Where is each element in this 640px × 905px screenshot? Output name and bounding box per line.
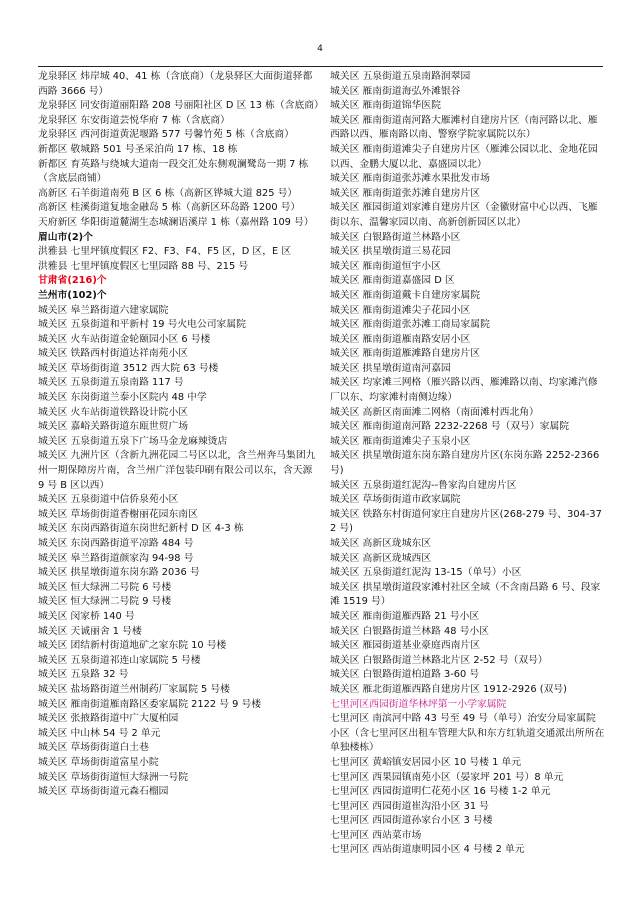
address-entry: 城关区 雁南街道南河路 2232-2268 号（双号）家属院 [330, 421, 570, 433]
address-entry: 城关区 闵家桥 140 号 [38, 610, 135, 622]
address-entry: 城关区 白银路街道柏道路 3-60 号 [330, 669, 480, 681]
address-entry: 城关区 五泉街道和平新村 19 号火电公司家属院 [38, 319, 246, 331]
page-number: 4 [317, 44, 323, 54]
address-entry: 城关区 均家滩三网格（雁兴路以西、雁滩路以南、均家滩汽修厂以东、均家滩村南侧边缘） [330, 377, 598, 404]
address-entry: 高新区 桂溪街道复地金融岛 5 栋（高新区环岛路 1200 号） [38, 202, 301, 214]
address-entry: 城关区 雁南街道嘉盛园 D 区 [330, 275, 455, 287]
address-entry: 城关区 雁南街道雁滩路自建房片区 [330, 348, 481, 360]
section-heading: 七里河区西园街道华林坪第一小学家属院 [330, 698, 507, 710]
address-entry: 龙泉驿区 同安街道丽阳路 208 号丽阳社区 D 区 13 栋（含底商） [38, 100, 324, 112]
address-entry: 城关区 拱星墩街道东岗东路自建房片区(东岗东路 2252-2366 号) [330, 450, 600, 477]
address-entry: 城关区 五泉街道五泉南路 117 号 [38, 377, 184, 389]
address-entry: 七里河区 西站街道康明园小区 4 号楼 2 单元 [330, 844, 525, 856]
address-entry: 城关区 天诚丽舍 1 号楼 [38, 625, 142, 637]
address-entry: 城关区 高新区珑城东区 [330, 538, 432, 549]
address-entry: 城关区 东岗西路街道平凉路 484 号 [38, 538, 194, 549]
address-entry: 城关区 五泉街道五泉下广场马金龙麻辣烫店 [38, 435, 228, 447]
address-entry: 城关区 雁南街道恒宇小区 [330, 260, 441, 272]
address-entry: 城关区 恒大绿洲二号院 9 号楼 [38, 596, 172, 608]
address-entry: 城关区 雁南街道滩尖子自建房片区（雁滩公园以北、金地花园以西、金鹏大厦以北、嘉盛园以北） [330, 143, 598, 170]
address-entry: 高新区 石羊街道南苑 B 区 6 栋（高新区铧城大道 825 号） [38, 187, 298, 199]
address-entry: 城关区 雁南街道滩尖子玉泉小区 [330, 435, 471, 447]
address-entry: 城关区 雁南街道雁南路安居小区 [330, 333, 471, 345]
address-entry: 七里河区 西站菜市场 [330, 829, 422, 841]
address-entry: 城关区 草场街街道元森石榴园 [38, 786, 169, 798]
address-entry: 城关区 中山林 54 号 2 单元 [38, 727, 161, 739]
address-entry: 城关区 拱星墩街道东岗东路 2036 号 [38, 567, 200, 579]
address-entry: 城关区 雁园街道刘家滩自建房片区（金徽财富中心以西、飞雁街以东、温馨家园以南、高新创新园区以北） [330, 202, 598, 228]
address-entry: 城关区 雁南街道雁南路区委家属院 2122 号 9 号楼 [38, 698, 262, 710]
address-entry: 城关区 雁南街道锦华医院 [330, 100, 441, 112]
address-entry: 城关区 高新区南面滩二网格（南面滩村西北角） [330, 406, 539, 418]
address-entry: 城关区 草场街街道白土巷 [38, 742, 149, 754]
address-entry: 城关区 火车站街道铁路设计院小区 [38, 406, 189, 418]
address-entry: 城关区 草场街街道香榭丽花园东南区 [38, 508, 198, 520]
address-entry: 城关区 张掖路街道中广大厦柏园 [38, 713, 179, 725]
address-entry: 龙泉驿区 西河街道黄泥堰路 577 号馨竹苑 5 栋（含底商） [38, 129, 295, 141]
address-entry: 城关区 草场街街道 3512 西大院 63 号楼 [38, 362, 219, 374]
address-entry: 城关区 嘉峪关路街道东瓯世贸广场 [38, 421, 189, 433]
address-entry: 城关区 五泉街道红泥沟--鲁家沟自建房片区 [330, 479, 517, 491]
address-entry: 七里河区 西园街道孙家台小区 3 号楼 [330, 815, 493, 827]
address-entry: 城关区 草场街街道富星小院 [38, 756, 159, 768]
address-entry: 城关区 五泉街道五泉南路润翠园 [330, 71, 471, 82]
section-heading: 兰州市(102)个 [38, 289, 107, 301]
address-entry: 新都区 敬城路 501 号圣采泊尚 17 栋、18 栋 [38, 143, 238, 155]
right-column [330, 70, 605, 858]
address-entry: 天府新区 华阳街道麓湖生态城澜语溪岸 1 栋（嘉州路 109 号） [38, 216, 314, 228]
address-entry: 城关区 五泉街道红泥沟 13-15（单号）小区 [330, 567, 522, 579]
address-entry: 城关区 九洲片区（含新九洲花园二号区以北，含兰州奔马集团九州一期保障房片南，含兰州广洋包装印刷有限公司以东，含天源 9 号 B 区以西） [38, 450, 316, 491]
address-entry: 洪雅县 七里坪镇度假区七里园路 88 号、215 号 [38, 260, 249, 272]
address-entry: 七里河区 南滨河中路 43 号至 49 号（单号）治安分局家属院小区（含七里河区出租车管理大队和东方红轨道交通派出所所在单独楼栋） [330, 713, 605, 754]
address-entry: 城关区 白银路街道兰林路小区 [330, 231, 461, 243]
address-entry: 城关区 雁南街道张苏滩自建房片区 [330, 187, 481, 199]
address-entry: 城关区 雁南街道张苏滩工商局家属院 [330, 319, 490, 331]
address-entry: 城关区 盐场路街道兰州制药厂家属院 5 号楼 [38, 683, 230, 695]
address-entry: 城关区 雁南街道南河路大雁滩村自建房片区（南河路以北、雁西路以西、雁南路以南、警察学院家属院以东） [330, 114, 598, 141]
address-entry: 城关区 火车站街道金轮颐园小区 6 号楼 [38, 333, 211, 345]
left-column [38, 70, 324, 800]
address-entry: 城关区 东岗街道兰泰小区院内 48 中学 [38, 392, 207, 404]
address-entry: 城关区 皋兰路街道颜家沟 94-98 号 [38, 552, 194, 564]
address-entry: 城关区 雁南街道戴卡自建房家属院 [330, 289, 481, 301]
section-heading: 眉山市(2)个 [38, 231, 93, 243]
address-entry: 城关区 雁北街道雁西路自建房片区 1912-2926 (双号) [330, 683, 567, 695]
address-entry: 城关区 草场街街道恒大绿洲一号院 [38, 771, 189, 783]
address-entry: 城关区 雁南街道雁西路 21 号小区 [330, 610, 480, 622]
address-entry: 新都区 育英路与绕城大道南一段交汇处东侧观澜鹭岛一期 7 栋（含底层商铺） [38, 158, 309, 185]
address-entry: 城关区 恒大绿洲二号院 6 号楼 [38, 581, 172, 593]
section-heading: 甘肃省(216)个 [38, 275, 107, 287]
address-entry: 城关区 五泉街道中信侨泉苑小区 [38, 494, 179, 506]
address-entry: 七里河区 西园街道崔沟沿小区 31 号 [330, 800, 489, 812]
address-entry: 城关区 皋兰路街道六建家属院 [38, 304, 169, 316]
address-entry: 城关区 雁南街道张苏滩水果批发市场 [330, 173, 490, 185]
address-entry: 城关区 团结新村街道地矿之家东院 10 号楼 [38, 640, 227, 652]
address-entry: 龙泉驿区 东安街道芸悦华府 7 栋（含底商） [38, 114, 230, 126]
address-entry: 城关区 雁园街道基业豪庭西南片区 [330, 640, 481, 652]
address-entry: 城关区 东岗西路街道东岗世纪新村 D 区 4-3 栋 [38, 523, 244, 535]
address-entry: 城关区 铁路东村街道何家庄自建房片区(268-279 号、304-372 号) [330, 508, 602, 535]
address-entry: 城关区 草场街街道市政家属院 [330, 494, 461, 506]
address-entry: 城关区 高新区珑城西区 [330, 552, 432, 564]
address-entry: 城关区 拱星墩街道段家滩村社区全域（不含南昌路 6 号、段家滩 1519 号） [330, 581, 601, 608]
address-entry: 城关区 雁南街道滩尖子花园小区 [330, 304, 471, 316]
address-entry: 城关区 白银路街道兰林路 48 号小区 [330, 625, 489, 637]
address-entry: 洪雅县 七里坪镇度假区 F2、F3、F4、F5 区，D 区，E 区 [38, 246, 292, 258]
address-entry: 七里河区 西园街道明仁花苑小区 16 号楼 1-2 单元 [330, 786, 551, 798]
address-entry: 龙泉驿区 炜岸城 40、41 栋（含底商）（龙泉驿区大面街道驿都西路 3666 号） [38, 71, 313, 97]
address-entry: 城关区 拱星墩街道南河嘉园 [330, 362, 451, 374]
address-entry: 七里河区 西果园镇南苑小区（晏家坪 201 号）8 单元 [330, 771, 564, 783]
address-entry: 七里河区 黄峪镇安居园小区 10 号楼 1 单元 [330, 756, 522, 768]
address-entry: 城关区 拱星墩街道三易花园 [330, 246, 451, 258]
address-entry: 城关区 雁南街道海弘外滩银谷 [330, 85, 461, 97]
address-entry: 城关区 铁路西村街道达祥南苑小区 [38, 348, 189, 360]
address-entry: 城关区 五泉街道祁连山家属院 5 号楼 [38, 654, 201, 666]
header-rule [38, 66, 603, 67]
address-entry: 城关区 白银路街道兰林路北片区 2-52 号（双号） [330, 654, 548, 666]
address-entry: 城关区 五泉路 32 号 [38, 669, 129, 681]
